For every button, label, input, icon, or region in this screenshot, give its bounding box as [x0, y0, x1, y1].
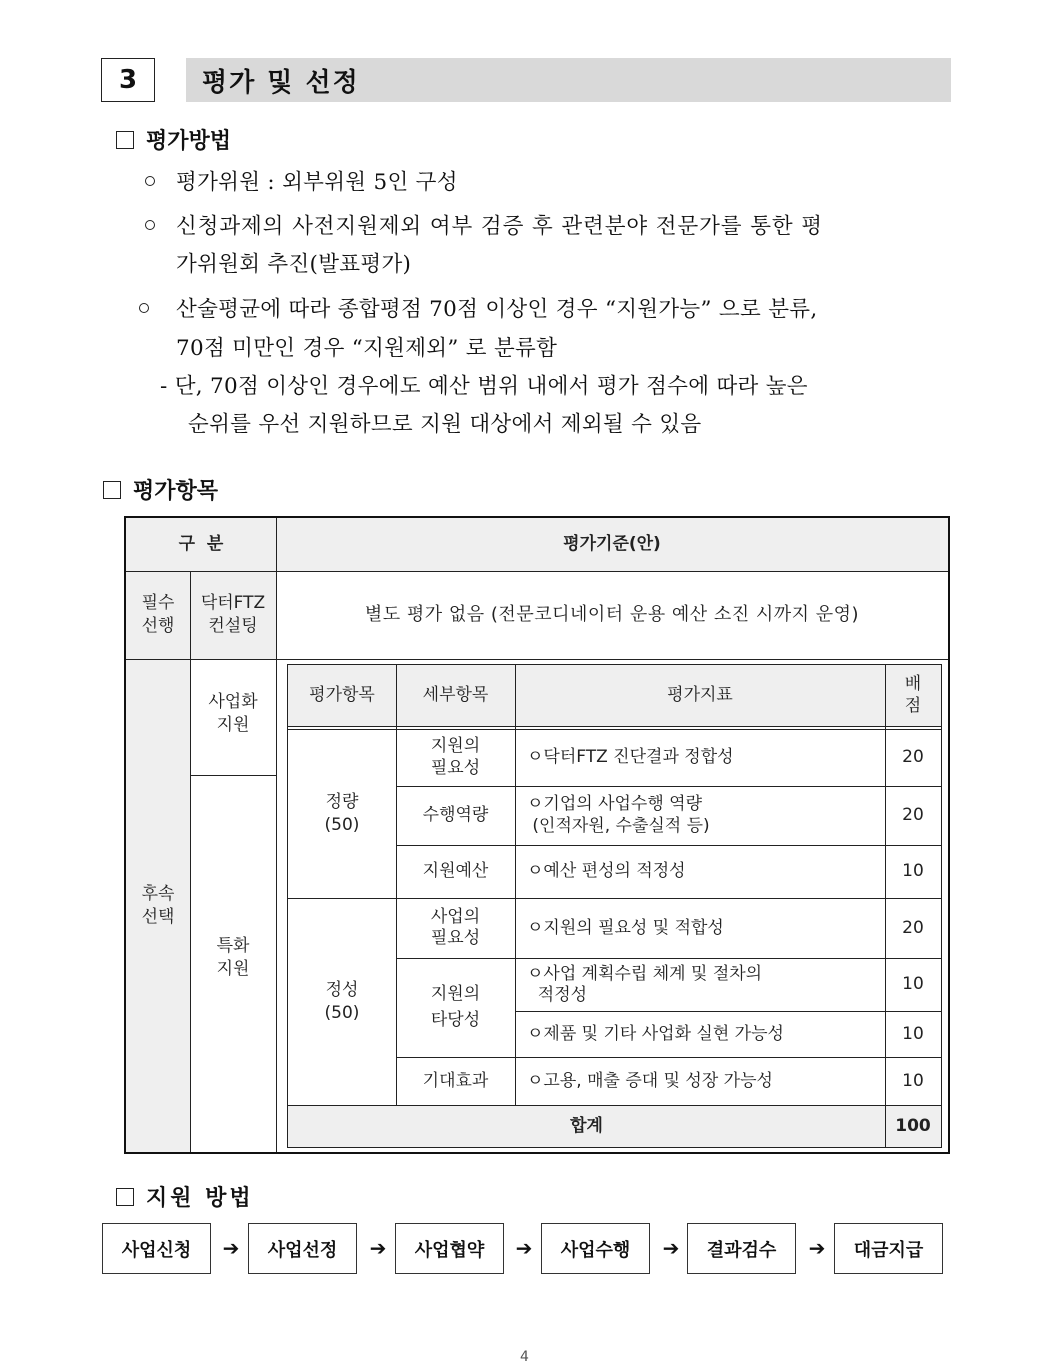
mandatory-category: 필수 선행 [141, 593, 175, 636]
score: 10 [902, 974, 924, 995]
sub-item: 기대효과 [422, 1070, 489, 1091]
score: 10 [902, 1023, 924, 1044]
score: 20 [902, 747, 924, 768]
total-score: 100 [895, 1115, 931, 1136]
checkbox-square-icon [103, 481, 121, 499]
method-line-2: 신청과제의 사전지원제외 여부 검증 후 관련분야 전문가를 통한 평 [176, 214, 823, 239]
arrow-right-icon: ➔ [662, 1236, 680, 1260]
indicator: ㅇ사업 계획수립 체계 및 절차의 적정성 [527, 964, 763, 1005]
section-title: 평가 및 선정 [186, 58, 951, 102]
followup-type-commercial: 사업화 지원 [208, 692, 258, 735]
method-heading-label: 평가방법 [146, 128, 232, 154]
arrow-right-icon: ➔ [808, 1236, 826, 1260]
method-line-1: 평가위원 : 외부위원 5인 구성 [176, 170, 458, 195]
sub-item: 지원의 필요성 [430, 736, 481, 778]
followup-category: 후속 선택 [141, 883, 175, 927]
inner-header-indicator: 평가지표 [667, 685, 733, 706]
indicator: ㅇ예산 편성의 적정성 [527, 861, 686, 882]
support-heading [116, 1181, 254, 1212]
section-number: 3 [101, 58, 155, 102]
page-number: 4 [520, 1349, 529, 1365]
checkbox-square-icon [116, 1188, 134, 1206]
flow-step-agreement: 사업협약 [395, 1223, 504, 1274]
items-heading [103, 474, 218, 505]
flow-step-execute: 사업수행 [541, 1223, 650, 1274]
items-heading-label: 평가항목 [133, 478, 219, 504]
indicator: ㅇ제품 및 기타 사업화 실현 가능성 [527, 1023, 784, 1044]
sub-item: 지원의 타당성 [430, 984, 481, 1030]
mandatory-type: 닥터FTZ 컨설팅 [200, 593, 266, 636]
header-gubun: 구 분 [178, 534, 224, 555]
indicator: ㅇ닥터FTZ 진단결과 정합성 [527, 747, 734, 768]
support-heading-label: 지원 방법 [146, 1185, 254, 1211]
method-heading [116, 124, 231, 155]
score: 20 [902, 805, 924, 826]
sub-item: 지원예산 [422, 861, 489, 882]
method-line-7: 순위를 우선 지원하므로 지원 대상에서 제외될 수 있음 [188, 412, 702, 437]
total-label: 합계 [570, 1115, 603, 1136]
score: 20 [902, 917, 924, 938]
circle-bullet-icon [145, 176, 155, 186]
score: 10 [902, 1070, 924, 1091]
circle-bullet-icon [139, 303, 149, 313]
header-criteria: 평가기준(안) [563, 534, 661, 555]
arrow-right-icon: ➔ [515, 1236, 533, 1260]
indicator: ㅇ지원의 필요성 및 적합성 [527, 917, 724, 938]
circle-bullet-icon [145, 220, 155, 230]
flow-step-payment: 대금지급 [834, 1223, 943, 1274]
arrow-right-icon: ➔ [369, 1236, 387, 1260]
flow-step-apply: 사업신청 [102, 1223, 211, 1274]
checkbox-square-icon [116, 131, 134, 149]
followup-type-special: 특화 지원 [216, 936, 250, 979]
score: 10 [902, 861, 924, 882]
flow-step-inspect: 결과검수 [687, 1223, 796, 1274]
sub-item: 수행역량 [422, 805, 489, 826]
method-line-5: 70점 미만인 경우 “지원제외” 로 분류함 [176, 336, 558, 361]
inner-header-category: 평가항목 [309, 685, 375, 706]
arrow-right-icon: ➔ [222, 1236, 240, 1260]
indicator: ㅇ기업의 사업수행 역량 (인적자원, 수출실적 등) [527, 794, 710, 836]
indicator: ㅇ고용, 매출 증대 및 성장 가능성 [527, 1070, 773, 1091]
flow-step-select: 사업선정 [248, 1223, 357, 1274]
mandatory-criteria: 별도 평가 없음 (전문코디네이터 운용 예산 소진 시까지 운영) [364, 603, 860, 625]
inner-header-sub: 세부항목 [422, 685, 489, 706]
method-line-3: 가위원회 추진(발표평가) [176, 252, 412, 277]
group-qualitative: 정성 (50) [324, 979, 360, 1023]
group-quantitative: 정량 (50) [324, 791, 360, 835]
sub-item: 사업의 필요성 [430, 906, 481, 948]
inner-header-score: 배 점 [904, 674, 922, 716]
method-line-6: - 단, 70점 이상인 경우에도 예산 범위 내에서 평가 점수에 따라 높은 [160, 374, 808, 399]
method-line-4: 산술평균에 따라 종합평점 70점 이상인 경우 “지원가능” 으로 분류, [176, 297, 818, 322]
